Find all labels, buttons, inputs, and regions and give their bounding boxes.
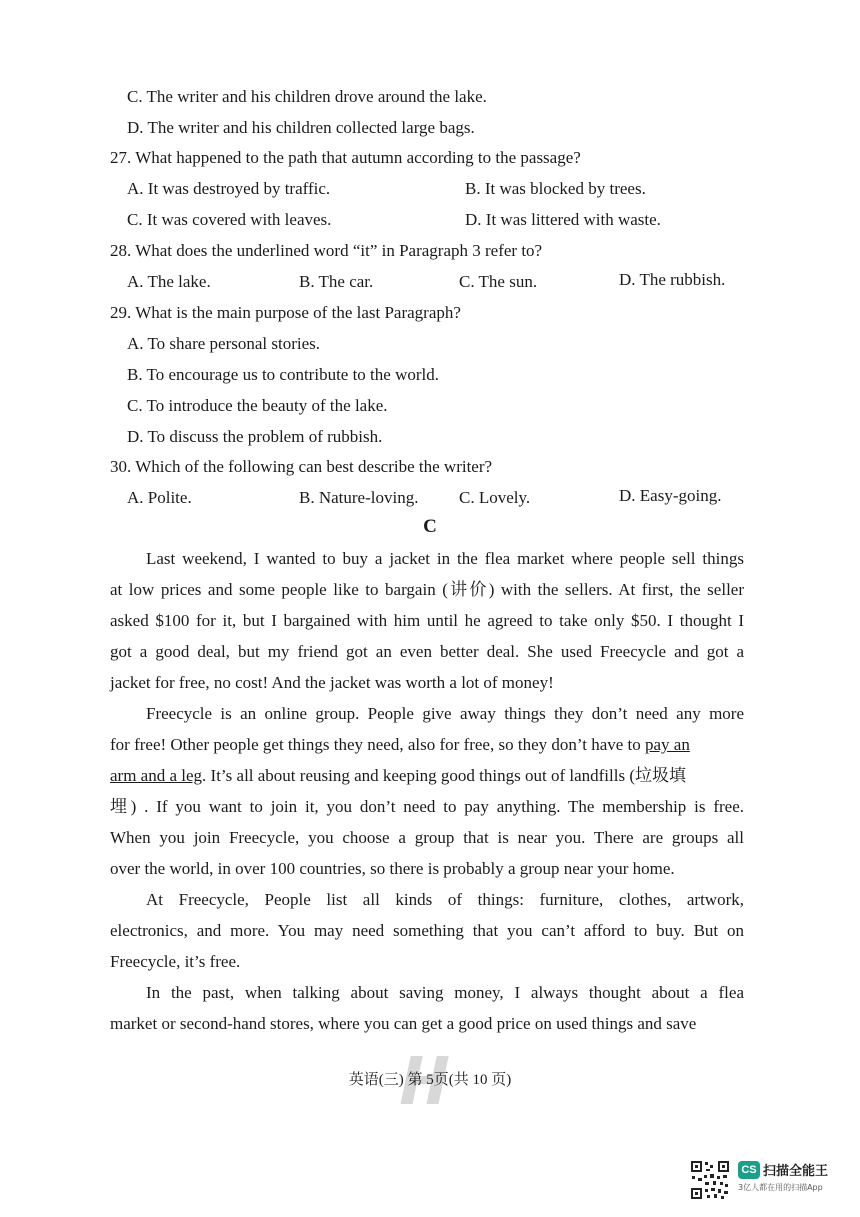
scanner-brand xyxy=(738,1160,828,1193)
q29-stem: 29. What is the main purpose of the last Paragraph? xyxy=(110,303,461,322)
q27-option-b: B. It was blocked by trees. xyxy=(465,179,646,198)
q30-option-a: A. Polite. xyxy=(127,488,192,507)
qr-code-icon xyxy=(690,1160,730,1200)
passage-line: at low prices and some people like to bargain (讲价) with the sellers. At first, the seller xyxy=(110,580,744,599)
passage-line: market or second-hand stores, where you can get a good price on used things and save xyxy=(110,1014,697,1033)
passage-line: Freecycle is an online group. People give away things they don’t need any more xyxy=(146,704,744,723)
q27-option-c: C. It was covered with leaves. xyxy=(127,210,332,229)
passage-line: Last weekend, I wanted to buy a jacket in the flea market where people sell things xyxy=(146,549,744,568)
q27-stem: 27. What happened to the path that autumn according to the passage? xyxy=(110,148,581,167)
page-footer: 英语(三) 第 5页(共 10 页) xyxy=(348,1072,512,1088)
q29-option-a: A. To share personal stories. xyxy=(127,334,321,353)
q30-option-b: B. Nature-loving. xyxy=(299,488,419,507)
q30-stem: 30. Which of the following can best describe the writer? xyxy=(110,457,493,476)
passage-line: electronics, and more. You may need something that you can’t afford to buy. But on xyxy=(110,921,744,940)
q28-option-c: C. The sun. xyxy=(459,272,538,291)
passage-line: got a good deal, but my friend got an even better deal. She used Freecycle and got a xyxy=(110,642,744,661)
passage-line: When you join Freecycle, you choose a group that is near you. There are groups all xyxy=(110,828,744,847)
underlined-phrase: pay an xyxy=(645,735,690,754)
q29-option-c: C. To introduce the beauty of the lake. xyxy=(127,396,388,415)
passage-line: jacket for free, no cost! And the jacket was worth a lot of money! xyxy=(110,673,554,692)
passage-line: Freecycle, it’s free. xyxy=(110,952,241,971)
q28-stem: 28. What does the underlined word “it” in Paragraph 3 refer to? xyxy=(110,241,543,260)
underlined-phrase: arm and a leg xyxy=(110,766,203,785)
passage-line xyxy=(110,734,744,756)
q26-option-d: D. The writer and his children collected large bags. xyxy=(127,118,475,137)
q27-option-d: D. It was littered with waste. xyxy=(465,210,661,229)
q29-option-d: D. To discuss the problem of rubbish. xyxy=(127,427,383,446)
scanner-app-name: 扫描全能王 xyxy=(763,1164,829,1179)
q29-option-b: B. To encourage us to contribute to the world. xyxy=(127,365,439,384)
q30-option-c: C. Lovely. xyxy=(459,488,531,507)
passage-line: asked $100 for it, but I bargained with him until he agreed to take only $50. I thought I xyxy=(110,611,744,630)
cs-logo-icon: CS xyxy=(738,1161,760,1179)
scanner-tagline: 3亿人都在用的扫描App xyxy=(738,1183,823,1192)
passage-line xyxy=(110,765,744,787)
passage-line: over the world, in over 100 countries, so there is probably a group near your home. xyxy=(110,859,675,878)
q30-option-d: D. Easy-going. xyxy=(619,486,722,505)
q28-option-a: A. The lake. xyxy=(127,272,211,291)
q28-option-d: D. The rubbish. xyxy=(619,270,726,289)
section-heading: C xyxy=(423,516,437,537)
passage-text: . It’s all about reusing and keeping good things out of landfills (垃圾填 xyxy=(202,766,687,785)
q27-option-a: A. It was destroyed by traffic. xyxy=(127,179,331,198)
passage-text: for free! Other people get things they need, also for free, so they don’t have to xyxy=(110,735,646,754)
passage-line: In the past, when talking about saving money, I always thought about a flea xyxy=(146,983,744,1002)
passage-line: 埋) . If you want to join it, you don’t need to pay anything. The membership is free. xyxy=(110,797,744,816)
q28-option-b: B. The car. xyxy=(299,272,374,291)
q26-option-c: C. The writer and his children drove around the lake. xyxy=(127,87,487,106)
passage-line: At Freecycle, People list all kinds of things: furniture, clothes, artwork, xyxy=(146,890,744,909)
